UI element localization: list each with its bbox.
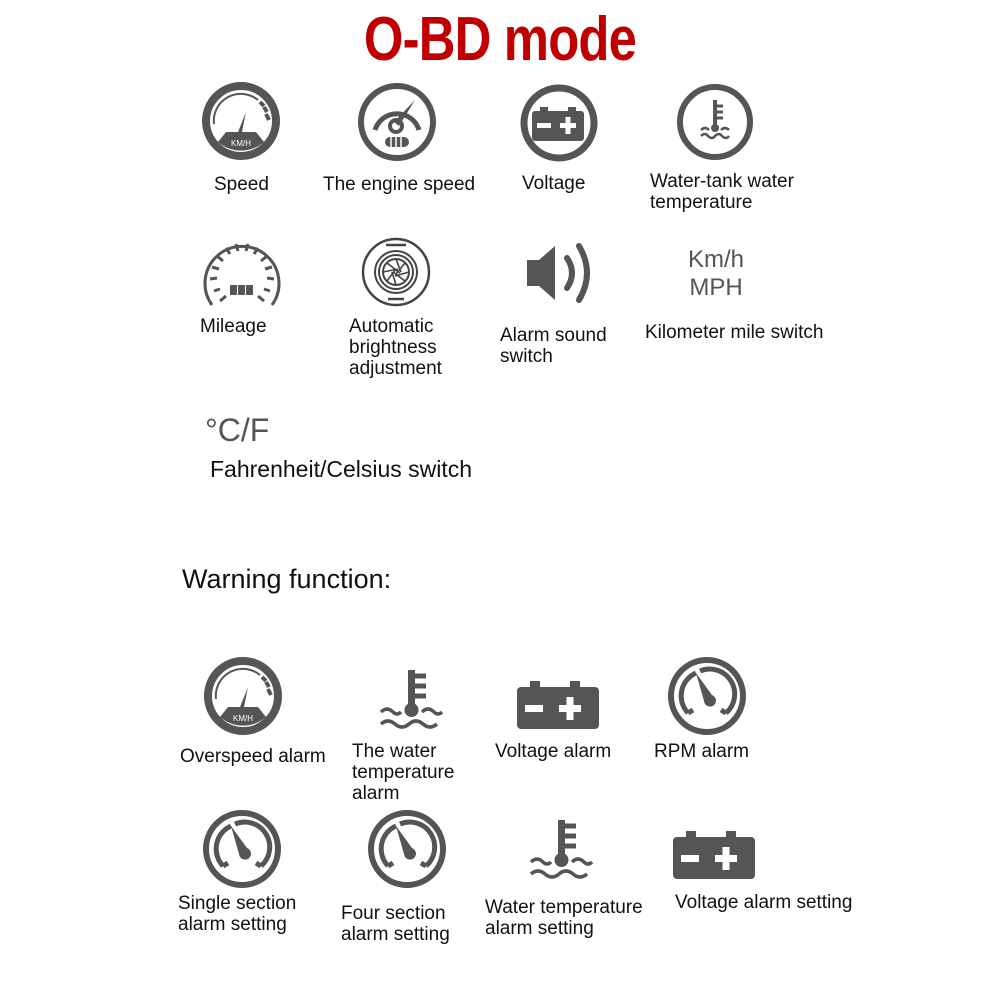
battery-icon	[672, 830, 756, 880]
warning-label: Voltage alarm	[495, 741, 612, 762]
rpm-gauge-icon	[366, 808, 448, 890]
rpm-gauge-icon	[666, 655, 748, 737]
feature-label: Mileage	[200, 316, 267, 337]
odometer-icon	[200, 235, 284, 311]
svg-text:KM/H: KM/H	[231, 139, 251, 148]
feature-label: Alarm sound switch	[500, 325, 607, 367]
water-temperature-icon	[675, 82, 757, 164]
warning-label: Overspeed alarm	[180, 746, 326, 767]
water-temperature-icon	[378, 668, 448, 732]
feature-label: Voltage	[522, 173, 586, 194]
feature-label: Fahrenheit/Celsius switch	[210, 456, 473, 482]
water-temperature-icon	[528, 818, 598, 882]
feature-label: Water-tank water temperature	[650, 171, 794, 213]
warning-label: Single section alarm setting	[178, 893, 297, 935]
brightness-aperture-icon	[360, 236, 432, 308]
page-title: O-BD mode	[363, 5, 637, 74]
svg-text:KM/H: KM/H	[233, 714, 253, 723]
speaker-icon	[525, 240, 595, 306]
battery-icon	[518, 82, 600, 164]
temperature-unit-text: °C/F	[205, 412, 270, 448]
warning-heading: Warning function:	[182, 564, 392, 594]
unit-toggle-text: Km/h MPH	[687, 246, 744, 301]
rpm-gauge-icon	[201, 808, 283, 890]
battery-icon	[516, 680, 600, 730]
speedometer-kmh-icon	[200, 80, 282, 162]
feature-label: The engine speed	[323, 174, 476, 195]
warning-label: Four section alarm setting	[341, 903, 450, 945]
feature-label: Speed	[214, 174, 269, 195]
feature-label: Kilometer mile switch	[645, 322, 824, 343]
warning-label: Voltage alarm setting	[675, 892, 853, 913]
tachometer-icon	[355, 80, 439, 164]
warning-label: Water temperature alarm setting	[485, 897, 643, 939]
warning-label: RPM alarm	[654, 741, 750, 762]
feature-label: Automatic brightness adjustment	[349, 316, 442, 379]
speedometer-kmh-icon	[202, 655, 284, 737]
warning-label: The water temperature alarm	[352, 741, 455, 804]
